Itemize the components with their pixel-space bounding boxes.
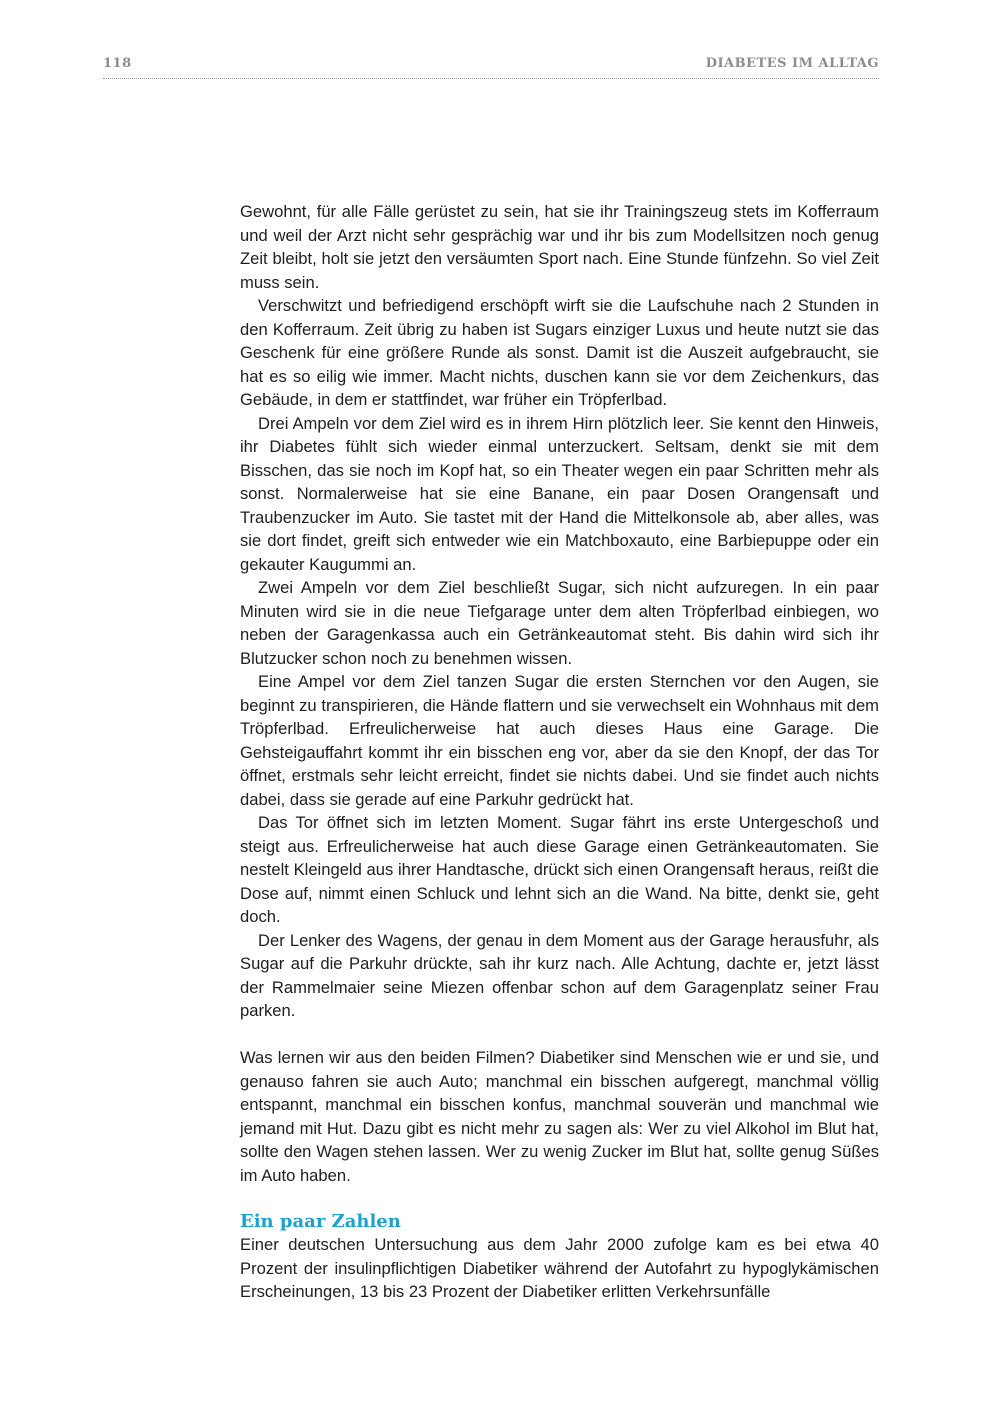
section-paragraph: Einer deutschen Untersuchung aus dem Jahr 2000 zufolge kam es bei etwa 40 Prozent der insulinpflichtigen Diabetiker während der Autofahrt zu hypoglykämischen Erscheinungen, 13 bis 23 Prozent der Diabetiker erlitten Verkehrsunfälle: [240, 1235, 879, 1301]
story-paragraph: Verschwitzt und befriedigend erschöpft wirft sie die Laufschuhe nach 2 Stunden in den Kofferraum. Zeit übrig zu haben ist Sugars einziger Luxus und heute nutzt sie das Geschenk für eine größere Runde als sonst. Damit ist die Auszeit aufgebraucht, sie hat es so eilig wie immer. Macht nichts, duschen kann sie vor dem Zeichenkurs, das Gebäude, in dem er stattfindet, war früher ein Tröpferlbad.: [240, 296, 879, 409]
body-text: [240, 200, 879, 1304]
conclusion-paragraph: Was lernen wir aus den beiden Filmen? Diabetiker sind Menschen wie er und sie, und genauso fahren sie auch Auto; manchmal ein bisschen aufgeregt, manchmal völlig entspannt, manchmal ein bisschen konfus, manchmal souverän und manchmal wie jemand mit Hut. Dazu gibt es nicht mehr zu sagen als: Wer zu viel Alkohol im Blut hat, sollte den Wagen stehen lassen. Wer zu wenig Zucker im Blut hat, sollte genug Süßes im Auto haben.: [240, 1048, 879, 1185]
story-paragraph: Gewohnt, für alle Fälle gerüstet zu sein, hat sie ihr Trainingszeug stets im Kofferraum und weil der Arzt nicht sehr gesprächig war und ihr bis zum Modellsitzen noch genug Zeit bleibt, holt sie jetzt den versäumten Sport nach. Eine Stunde fünfzehn. So viel Zeit muss sein.: [240, 202, 879, 292]
page-number: 118: [103, 56, 132, 71]
story-paragraph: Der Lenker des Wagens, der genau in dem Moment aus der Garage herausfuhr, als Sugar auf die Parkuhr drückte, sah ihr kurz nach. Alle Achtung, dachte er, jetzt lässt der Rammelmaier seine Miezen offenbar schon auf dem Garagenplatz seiner Frau parken.: [240, 930, 879, 1020]
chapter-title: DIABETES IM ALLTAG: [705, 56, 879, 71]
story-paragraph: Das Tor öffnet sich im letzten Moment. Sugar fährt ins erste Untergeschoß und steigt aus. Erfreulicherweise hat auch diese Garage einen Getränkeautomaten. Sie nestelt Kleingeld aus ihrer Handtasche, drückt sich einen Orangensaft heraus, reißt die Dose auf, nimmt einen Schluck und lehnt sich an die Wand. Na bitte, denkt sie, geht doch.: [240, 813, 879, 926]
running-header: [103, 54, 879, 79]
story-paragraph: Eine Ampel vor dem Ziel tanzen Sugar die ersten Sternchen vor den Augen, sie beginnt zu transpirieren, die Hände flattern und sie verwechselt ein Wohnhaus mit dem Tröpferlbad. Erfreulicherweise hat auch dieses Haus eine Garage. Die Gehsteigauffahrt kommt ihr ein bisschen eng vor, aber da sie den Knopf, der das Tor öffnet, erstmals sehr leicht erreicht, findet sie nichts dabei. Und sie findet auch nichts dabei, dass sie gerade auf eine Parkuhr gedrückt hat.: [240, 672, 879, 809]
section-heading: Ein paar Zahlen: [240, 1211, 401, 1232]
story-paragraph: Drei Ampeln vor dem Ziel wird es in ihrem Hirn plötzlich leer. Sie kennt den Hinweis, ihr Diabetes fühlt sich wieder einmal unterzuckert. Seltsam, denkt sie mit dem Bisschen, das sie noch im Kopf hat, so ein Theater wegen ein paar Schritten mehr als sonst. Normalerweise hat sie eine Banane, ein paar Dosen Orangensaft und Traubenzucker im Auto. Sie tastet mit der Hand die Mittelkonsole ab, aber alles, was sie dort findet, greift sich entweder wie ein Matchboxauto, eine Barbiepuppe oder ein gekauter Kaugummi an.: [240, 413, 879, 574]
story-paragraph: Zwei Ampeln vor dem Ziel beschließt Sugar, sich nicht aufzuregen. In ein paar Minuten wird sie in die neue Tiefgarage unter dem alten Tröpferlbad einbiegen, wo neben der Garagenkassa auch ein Getränkeautomat steht. Bis dahin wird sich ihr Blutzucker schon noch zu benehmen wissen.: [240, 578, 879, 668]
